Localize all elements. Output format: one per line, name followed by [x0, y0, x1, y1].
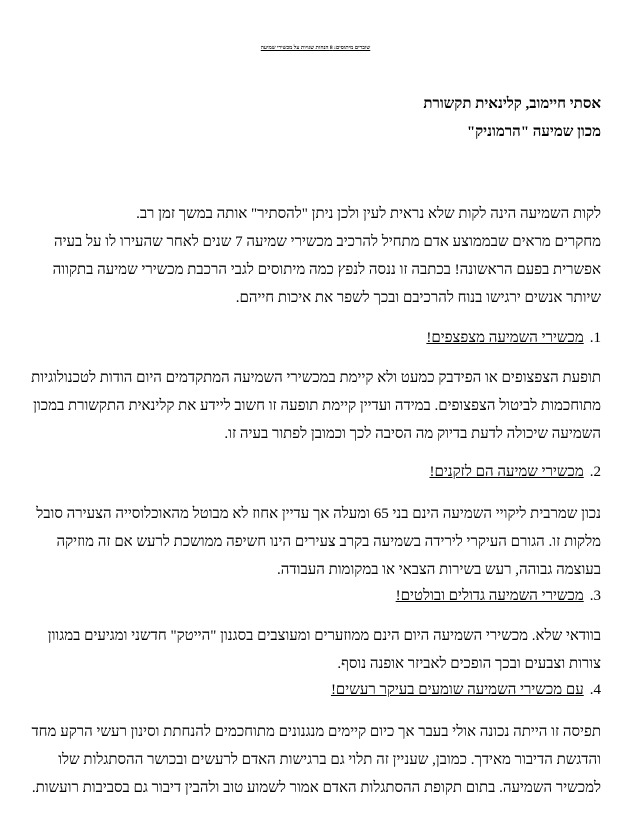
- intro-line: מחקרים מראים שבממוצע אדם מתחיל להרכיב מכשירי שמיעה 7 שנים לאחר שהעירו לו על בעיה: [54, 234, 601, 250]
- section-body-line: בעוצמה גבוהה, רעש בשירות הצבאי או במקומות העבודה.: [277, 562, 601, 578]
- section-heading: [396, 586, 601, 606]
- section-body-line: תפיסה זו הייתה נכונה אולי בעבר אך כיום קיימים מנגנונים מתוחכמים להנחתת וסינון רעשי הרקע מחד: [31, 724, 601, 740]
- section-heading: [426, 328, 601, 348]
- intro-line: אפשרית בפעם הראשונה! בכתבה זו ננסה לנפץ כמה מיתוסים לגבי הרכבת מכשירי שמיעה בתקווה: [52, 262, 601, 278]
- section-body-line: השמיעה שיכולה לדעת בדיוק מה הסיבה לכך וכמובן לפתור בעיה זו.: [224, 426, 601, 442]
- intro-line: שיותר אנשים ירגישו בנוח להרכיבם ובכך לשפר את איכות חייהם.: [235, 290, 601, 306]
- section-number: 3.: [589, 588, 601, 604]
- section-body-line: נכון שמרבית ליקויי השמיעה הינם בני 65 ומעלה אך עדיין אחוז לא מבוטל מהאוכלוסייה הצעירה סובל: [36, 506, 601, 522]
- section-body-line: מלקות זו. הגורם העיקרי לירידה בשמיעה בקרב צעירים הינו חשיפה ממושכת לרעש אם זה מוזיקה: [56, 534, 601, 550]
- section-number: 1.: [589, 330, 601, 346]
- section-number: 2.: [589, 464, 601, 480]
- section-heading-text: מכשירי השמיעה גדולים ובולטים!: [395, 588, 584, 604]
- section-heading-text: עם מכשירי השמיעה שומעים בעיקר רעשים!: [330, 682, 584, 698]
- institute-line: מכון שמיעה "הרמוניק": [466, 124, 601, 140]
- section-heading-text: מכשירי השמיעה מצפצפים!: [426, 330, 584, 346]
- section-body-line: והדגשת הדיבור מאידך. כמובן, שעניין זה תלוי גם ברגישות האדם לרעשים ובכושר ההסתגלות שלו: [58, 752, 601, 768]
- section-body-line: תופעת הצפצופים או הפידבק כמעט ולא קיימת במכשירי השמיעה המתקדמים היום הודות לטכנולוגיות: [31, 370, 601, 386]
- section-body-line: בוודאי שלא. מכשירי השמיעה היום הינם ממוזערים ומעוצבים בסגנון "הייטק" חדשני ומגיעים במגוון: [47, 628, 601, 644]
- section-number: 4.: [589, 682, 601, 698]
- intro-line: לקות השמיעה הינה לקות שלא נראית לעין ולכן ניתן "להסתיר" אותה במשך זמן רב.: [136, 206, 601, 222]
- section-body-line: מתוחכמות לביטול הצפצופים. במידה ועדיין קיימת תופעה זו חשוב ליידע את קלינאית התקשורת במכון: [33, 398, 601, 414]
- section-body-line: צורות וצבעים ובכך הופכים לאביזר אופנה נוסף.: [337, 656, 601, 672]
- section-heading: [429, 462, 601, 482]
- document-title: שוברים מיתוסים: 8 הנחות שגויות על מכשירי שמיעה: [260, 45, 371, 51]
- author-line: אסתי חיימוב, קלינאית תקשורת: [423, 96, 601, 112]
- section-body-line: למכשיר השמיעה. בתום תקופת ההסתגלות האדם אמור לשמוע טוב ולהבין דיבור גם בסביבות רועשות.: [31, 780, 601, 796]
- section-heading-text: מכשירי שמיעה הם לזקנים!: [429, 464, 584, 480]
- section-heading: [331, 680, 601, 700]
